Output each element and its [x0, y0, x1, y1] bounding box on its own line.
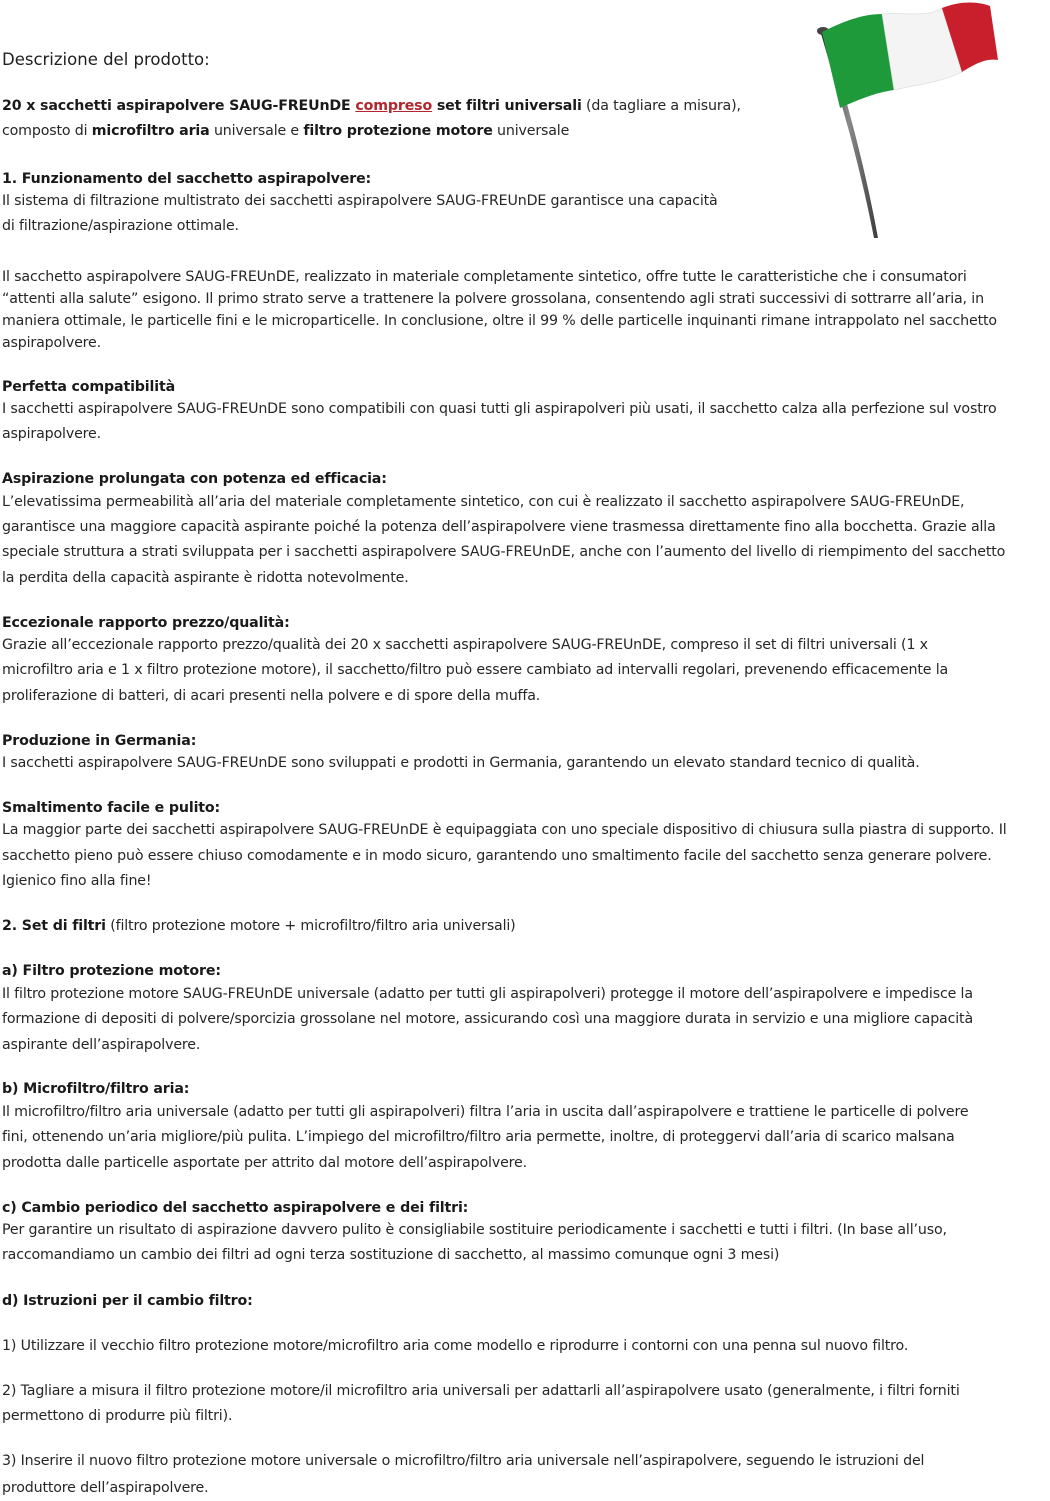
- paragraph-line: sacchetto pieno può essere chiuso comodamente e in modo sicuro, garantendo uno smaltimento facile del sacchetto senza generare polvere.: [2, 848, 992, 864]
- paragraph-line: di filtrazione/aspirazione ottimale.: [2, 218, 239, 234]
- paragraph-line: Il sistema di filtrazione multistrato dei sacchetti aspirapolvere SAUG-FREUnDE garantisce una capacità: [2, 193, 718, 209]
- instruction-step-3: 3) Inserire il nuovo filtro protezione motore universale o microfiltro/filtro aria universale nell’aspirapolvere, seguendo le istruzioni del: [2, 1453, 925, 1469]
- section-heading-disposal: Smaltimento facile e pulito:: [2, 800, 221, 816]
- section-heading-bag-function: 1. Funzionamento del sacchetto aspirapolvere:: [2, 171, 372, 187]
- instruction-step-1: 1) Utilizzare il vecchio filtro protezione motore/microfiltro aria come modello e riprodurre i contorni con una penna sul nuovo filtro.: [2, 1338, 909, 1354]
- paragraph-line: “attenti alla salute” esigono. Il primo strato serve a trattenere la polvere grossolana, consentendo agli strati successivi di sottrarre all’aria, in: [2, 291, 984, 307]
- paragraph-line: I sacchetti aspirapolvere SAUG-FREUnDE sono compatibili con quasi tutti gli aspirapolveri più usati, il sacchetto calza alla perfezione sul vostro: [2, 401, 997, 417]
- paragraph-line: I sacchetti aspirapolvere SAUG-FREUnDE sono sviluppati e prodotti in Germania, garantendo un elevato standard tecnico di qualità.: [2, 755, 920, 771]
- intro-line-2: composto di microfiltro aria universale e filtro protezione motore universale: [2, 123, 570, 139]
- paragraph-line: L’elevatissima permeabilità all’aria del materiale completamente sintetico, con cui è realizzato il sacchetto aspirapolvere SAUG-FREUnDE,: [2, 494, 965, 510]
- paragraph-line: formazione di depositi di polvere/sporcizia grossolane nel motore, assicurando così una maggiore durata in servizio e una migliore capacità: [2, 1011, 973, 1027]
- section-heading-price-quality: Eccezionale rapporto prezzo/qualità:: [2, 615, 290, 631]
- paragraph-line: garantisce una maggiore capacità aspirante poiché la potenza dell’aspirapolvere viene trasmessa direttamente fino alla bocchetta. Grazie alla: [2, 519, 996, 535]
- paragraph-line: Il filtro protezione motore SAUG-FREUnDE universale (adatto per tutti gli aspirapolveri) protegge il motore dell’aspirapolvere e impedisce la: [2, 986, 973, 1002]
- intro-line-1: 20 x sacchetti aspirapolvere SAUG-FREUnDE compreso set filtri universali (da tagliare a misura),: [2, 98, 741, 114]
- paragraph-line: la perdita della capacità aspirante è ridotta notevolmente.: [2, 570, 409, 586]
- instruction-step-2: 2) Tagliare a misura il filtro protezione motore/il microfiltro aria universali per adattarli all’aspirapolvere usato (generalmente, i filtri forniti: [2, 1383, 960, 1399]
- paragraph-line: fini, ottenendo un’aria migliore/più pulita. L’impiego del microfiltro/filtro aria permette, inoltre, di proteggervi dall’aria di scarico malsana: [2, 1129, 955, 1145]
- section-heading-periodic-change: c) Cambio periodico del sacchetto aspirapolvere e dei filtri:: [2, 1200, 469, 1216]
- section-heading-compatibility: Perfetta compatibilità: [2, 379, 176, 395]
- paragraph-line: aspirante dell’aspirapolvere.: [2, 1037, 201, 1053]
- paragraph-line: prodotta dalle particelle asportate per attrito dal motore dell’aspirapolvere.: [2, 1155, 527, 1171]
- page-title: Descrizione del prodotto:: [2, 50, 210, 69]
- section-heading-suction: Aspirazione prolungata con potenza ed efficacia:: [2, 471, 387, 487]
- instruction-step-2-cont: permettono di produrre più filtri).: [2, 1408, 233, 1424]
- paragraph-line: speciale struttura a strati sviluppata per i sacchetti aspirapolvere SAUG-FREUnDE, anche con l’aumento del livello di riempimento del sacchetto: [2, 544, 1006, 560]
- paragraph-line: Igienico fino alla fine!: [2, 873, 152, 889]
- section-heading-motor-filter: a) Filtro protezione motore:: [2, 963, 221, 979]
- section-heading-filter-set: 2. Set di filtri (filtro protezione motore + microfiltro/filtro aria universali): [2, 918, 516, 934]
- paragraph-line: La maggior parte dei sacchetti aspirapolvere SAUG-FREUnDE è equipaggiata con uno speciale dispositivo di chiusura sulla piastra di supporto. Il: [2, 822, 1007, 838]
- paragraph-line: raccomandiamo un cambio dei filtri ad ogni terza sostituzione di sacchetto, al massimo comunque ogni 3 mesi): [2, 1247, 780, 1263]
- paragraph-line: maniera ottimale, le particelle fini e le microparticelle. In conclusione, oltre il 99 % delle particelle inquinanti rimane intrappolato nel sacchetto: [2, 313, 997, 329]
- flag-green-band: [822, 14, 894, 108]
- instruction-step-3-cont: produttore dell’aspirapolvere.: [2, 1480, 209, 1496]
- paragraph-line: Il microfiltro/filtro aria universale (adatto per tutti gli aspirapolveri) filtra l’aria in uscita dall’aspirapolvere e trattiene le particelle di polvere: [2, 1104, 969, 1120]
- section-heading-germany: Produzione in Germania:: [2, 733, 197, 749]
- paragraph-line: proliferazione di batteri, di acari presenti nella polvere e di spore della muffa.: [2, 688, 541, 704]
- paragraph-line: Grazie all’eccezionale rapporto prezzo/qualità dei 20 x sacchetti aspirapolvere SAUG-FREUnDE, compreso il set di filtri universali (1 x: [2, 637, 928, 653]
- italian-flag-icon: [812, 0, 1002, 240]
- highlight-compreso: compreso: [355, 98, 433, 114]
- paragraph-line: aspirapolvere.: [2, 335, 101, 351]
- section-heading-microfilter: b) Microfiltro/filtro aria:: [2, 1081, 190, 1097]
- paragraph-line: microfiltro aria e 1 x filtro protezione motore), il sacchetto/filtro può essere cambiato ad intervalli regolari, prevenendo efficacemente la: [2, 662, 949, 678]
- paragraph-line: Per garantire un risultato di aspirazione davvero pulito è consigliabile sostituire periodicamente i sacchetti e tutti i filtri. (In base all’uso,: [2, 1222, 947, 1238]
- paragraph-line: Il sacchetto aspirapolvere SAUG-FREUnDE, realizzato in materiale completamente sintetico, offre tutte le caratteristiche che i consumatori: [2, 269, 967, 285]
- paragraph-line: aspirapolvere.: [2, 426, 101, 442]
- section-heading-instructions: d) Istruzioni per il cambio filtro:: [2, 1293, 253, 1309]
